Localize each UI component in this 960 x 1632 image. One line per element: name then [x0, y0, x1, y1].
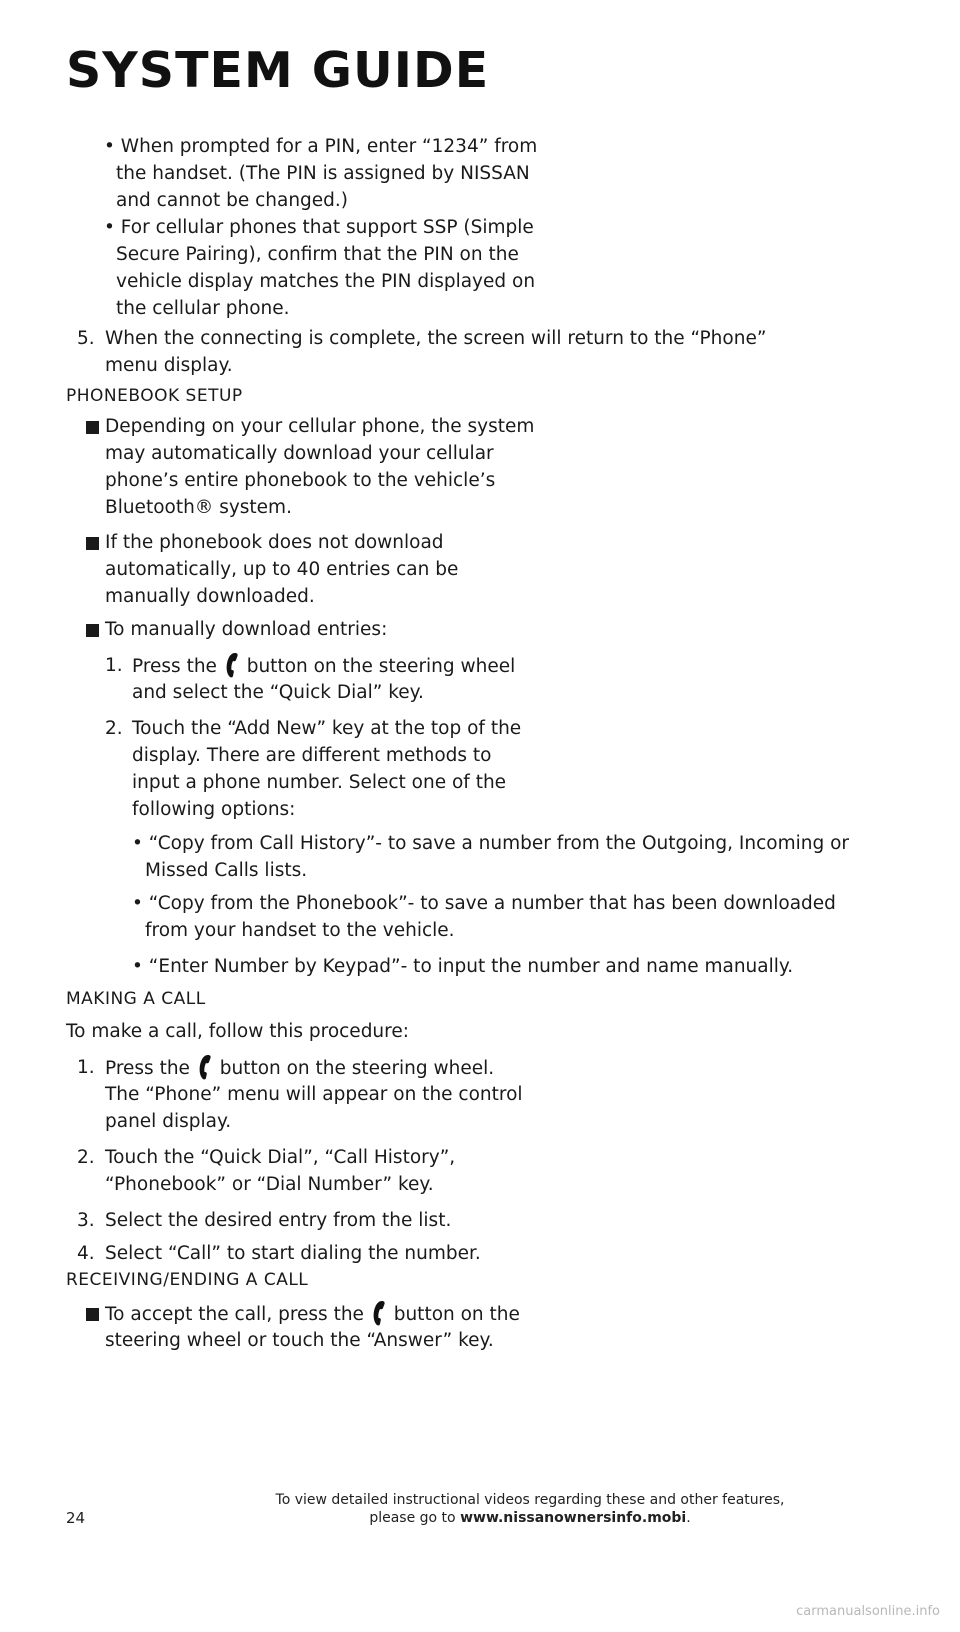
step-number: 1. — [77, 1057, 95, 1078]
receiving-text-pre: To accept the call, press the — [105, 1304, 364, 1325]
ssp-bullet-line: • For cellular phones that support SSP (Simple — [104, 217, 534, 238]
step-number: 2. — [77, 1147, 95, 1168]
phonebook-paragraph: To manually download entries: — [105, 619, 388, 640]
phonebook-paragraph: may automatically download your cellular — [105, 443, 494, 464]
receiving-paragraph: steering wheel or touch the “Answer” key. — [105, 1330, 494, 1351]
step-5-text: When the connecting is complete, the screen will return to the “Phone” — [105, 328, 767, 349]
phonebook-paragraph: phone’s entire phonebook to the vehicle’s — [105, 470, 496, 491]
phone-handset-icon — [225, 652, 239, 678]
step-text-pre: Press the — [105, 1058, 190, 1079]
making-step-1-text: The “Phone” menu will appear on the control — [105, 1084, 523, 1105]
option-call-history: Missed Calls lists. — [145, 860, 308, 881]
ssp-bullet-line: vehicle display matches the PIN displayed on — [116, 271, 536, 292]
making-step-1-text — [105, 1054, 494, 1082]
phone-handset-icon — [198, 1054, 212, 1080]
page-number: 24 — [66, 1509, 86, 1527]
square-bullet-icon — [86, 421, 99, 434]
step-number: 4. — [77, 1243, 95, 1264]
pin-bullet-line: • When prompted for a PIN, enter “1234” from — [104, 136, 538, 157]
phonebook-step-2-text: following options: — [132, 799, 296, 820]
phonebook-step-2-text: display. There are different methods to — [132, 745, 492, 766]
phonebook-paragraph: Depending on your cellular phone, the system — [105, 416, 535, 437]
step-number: 2. — [105, 718, 123, 739]
owners-info-link[interactable]: www.nissanownersinfo.mobi — [460, 1510, 687, 1526]
square-bullet-icon — [86, 624, 99, 637]
square-bullet-icon — [86, 1308, 99, 1321]
option-phonebook: • “Copy from the Phonebook”- to save a number that has been downloaded — [132, 893, 836, 914]
phonebook-paragraph: Bluetooth® system. — [105, 497, 292, 518]
ssp-bullet-line: the cellular phone. — [116, 298, 290, 319]
making-step-2-text: Touch the “Quick Dial”, “Call History”, — [105, 1147, 456, 1168]
watermark: carmanualsonline.info — [796, 1604, 940, 1619]
making-step-2-text: “Phonebook” or “Dial Number” key. — [105, 1174, 434, 1195]
option-phonebook: from your handset to the vehicle. — [145, 920, 455, 941]
pin-bullet-line: and cannot be changed.) — [116, 190, 349, 211]
footer-note-line2 — [240, 1509, 820, 1527]
phonebook-paragraph: If the phonebook does not download — [105, 532, 444, 553]
step-text-post: button on the steering wheel. — [219, 1058, 495, 1079]
step-number: 5. — [77, 328, 95, 349]
ssp-bullet-line: Secure Pairing), confirm that the PIN on the — [116, 244, 519, 265]
section-heading-receiving: RECEIVING/ENDING A CALL — [66, 1270, 309, 1290]
phonebook-paragraph: automatically, up to 40 entries can be — [105, 559, 459, 580]
section-heading-making-call: MAKING A CALL — [66, 989, 206, 1009]
footer-note-line1: To view detailed instructional videos regarding these and other features, — [275, 1492, 785, 1508]
phonebook-paragraph: manually downloaded. — [105, 586, 315, 607]
making-step-1-text: panel display. — [105, 1111, 232, 1132]
making-step-4-text: Select “Call” to start dialing the number. — [105, 1243, 481, 1264]
page-title: SYSTEM GUIDE — [66, 42, 490, 99]
phonebook-step-1-text — [132, 652, 515, 680]
step-5-text: menu display. — [105, 355, 233, 376]
phonebook-step-2-text: Touch the “Add New” key at the top of the — [132, 718, 522, 739]
making-call-intro: To make a call, follow this procedure: — [66, 1021, 409, 1042]
receiving-paragraph — [105, 1300, 520, 1328]
receiving-text-post: button on the — [393, 1304, 520, 1325]
step-text-pre: Press the — [132, 656, 217, 677]
making-step-3-text: Select the desired entry from the list. — [105, 1210, 452, 1231]
option-keypad: • “Enter Number by Keypad”- to input the number and name manually. — [132, 956, 794, 977]
footer-punctuation: . — [686, 1510, 691, 1526]
step-number: 3. — [77, 1210, 95, 1231]
phonebook-step-2-text: input a phone number. Select one of the — [132, 772, 507, 793]
square-bullet-icon — [86, 537, 99, 550]
footer-text: please go to — [369, 1510, 456, 1526]
option-call-history: • “Copy from Call History”- to save a number from the Outgoing, Incoming or — [132, 833, 850, 854]
phonebook-step-1-text: and select the “Quick Dial” key. — [132, 682, 424, 703]
step-text-post: button on the steering wheel — [246, 656, 516, 677]
step-number: 1. — [105, 655, 123, 676]
phone-handset-icon — [372, 1300, 386, 1326]
section-heading-phonebook: PHONEBOOK SETUP — [66, 386, 243, 406]
pin-bullet-line: the handset. (The PIN is assigned by NISSAN — [116, 163, 530, 184]
